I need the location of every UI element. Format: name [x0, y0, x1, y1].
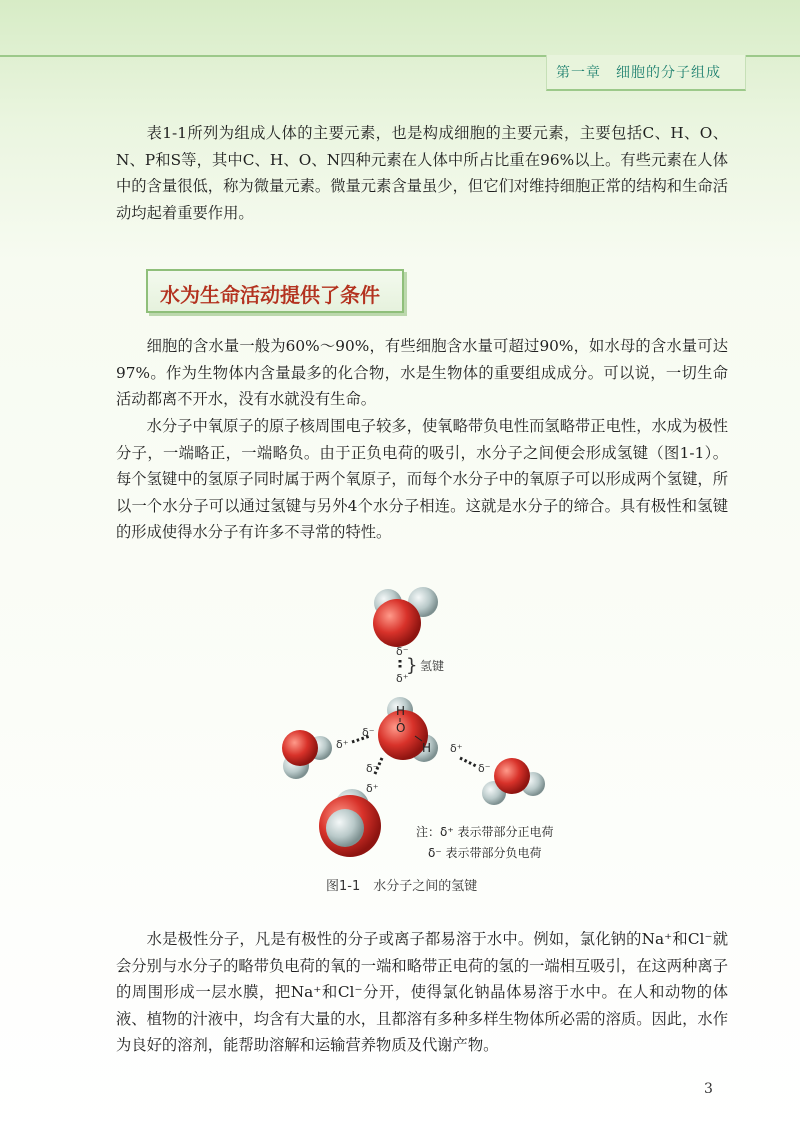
water-hbond-figure	[270, 570, 590, 880]
oxygen-atom	[373, 599, 421, 647]
paragraph-water-content: 细胞的含水量一般为60%～90%，有些细胞含水量可超过90%，如水母的含水量可达97%。作为生物体内含量最多的化合物，水是生物体的重要组成成分。可以说，一切生命活动都离不开水，没有水就没有生命。	[116, 337, 728, 408]
section-heading-box	[146, 269, 404, 313]
delta-minus-label: δ⁻	[362, 726, 375, 739]
hydrogen-bond-dots	[352, 736, 370, 742]
delta-plus-label: δ⁺	[336, 738, 349, 751]
water-molecule-top	[373, 587, 438, 647]
paragraph-elements: 表1-1所列为组成人体的主要元素，也是构成细胞的主要元素，主要包括C、H、O、N、P和S等，其中C、H、O、N四种元素在人体中所占比重在96%以上。有些元素在人体中的含量很低，称为微量元素。微量元素含量虽少，但它们对维持细胞正常的结构和生命活动均起着重要作用。	[116, 124, 728, 222]
delta-minus-label: δ⁻	[366, 762, 379, 775]
figure-caption: 图1-1 水分子之间的氢键	[326, 879, 478, 894]
water-molecule-left	[282, 730, 332, 779]
delta-plus-label: δ⁺	[366, 782, 379, 795]
delta-plus-label: δ⁺	[450, 742, 463, 755]
note-positive: 注：δ⁺ 表示带部分正电荷	[416, 825, 554, 839]
atom-h-label: H	[422, 741, 432, 755]
delta-minus-label: δ⁻	[396, 645, 409, 658]
paragraph-hydrogen-bond: 水分子中氧原子的原子核周围电子较多，使氧略带负电性而氢略带正电性，水成为极性分子，一端略正，一端略负。由于正负电荷的吸引，水分子之间便会形成氢键（图1-1）。每个氢键中的氢原子同时属于两个氧原子，而每个水分子中的氧原子可以形成两个氢键，所以一个水分子可以通过氢键与另外4个水分子相连。这就是水分子的缔合。具有极性和氢键的形成使得水分子有许多不寻常的特性。	[116, 417, 728, 541]
note-negative: δ⁻ 表示带部分负电荷	[428, 846, 542, 860]
water-molecule-bottom	[319, 789, 381, 857]
water-molecule-right	[482, 758, 545, 805]
molecule-diagram	[270, 570, 590, 880]
section-heading: 水为生命活动提供了条件	[160, 283, 380, 307]
oxygen-atom	[282, 730, 318, 766]
atom-o-label: O	[396, 721, 406, 735]
hydrogen-atom	[326, 809, 364, 847]
water-molecule-center	[378, 697, 438, 762]
chapter-title: 第一章 细胞的分子组成	[556, 65, 721, 81]
brace-icon: }	[406, 655, 418, 676]
delta-plus-label: δ⁺	[396, 672, 409, 685]
page-number: 3	[704, 1081, 713, 1097]
delta-minus-label: δ⁻	[478, 762, 491, 775]
hydrogen-bond-dots	[460, 758, 476, 766]
hbond-label: 氢键	[420, 659, 445, 673]
paragraph-solvent: 水是极性分子，凡是有极性的分子或离子都易溶于水中。例如，氯化钠的Na⁺和Cl⁻就会分别与水分子的略带负电荷的氧的一端和略带正电荷的氢的一端相互吸引，在这两种离子的周围形成一层水膜，把Na⁺和Cl⁻分开，使得氯化钠晶体易溶于水中。在人和动物的体液、植物的汁液中，均含有大量的水，且都溶有多种多样生物体所必需的溶质。因此，水作为良好的溶剂，能帮助溶解和运输营养物质及代谢产物。	[116, 930, 728, 1054]
oxygen-atom	[494, 758, 530, 794]
atom-h-label: H	[396, 704, 406, 718]
